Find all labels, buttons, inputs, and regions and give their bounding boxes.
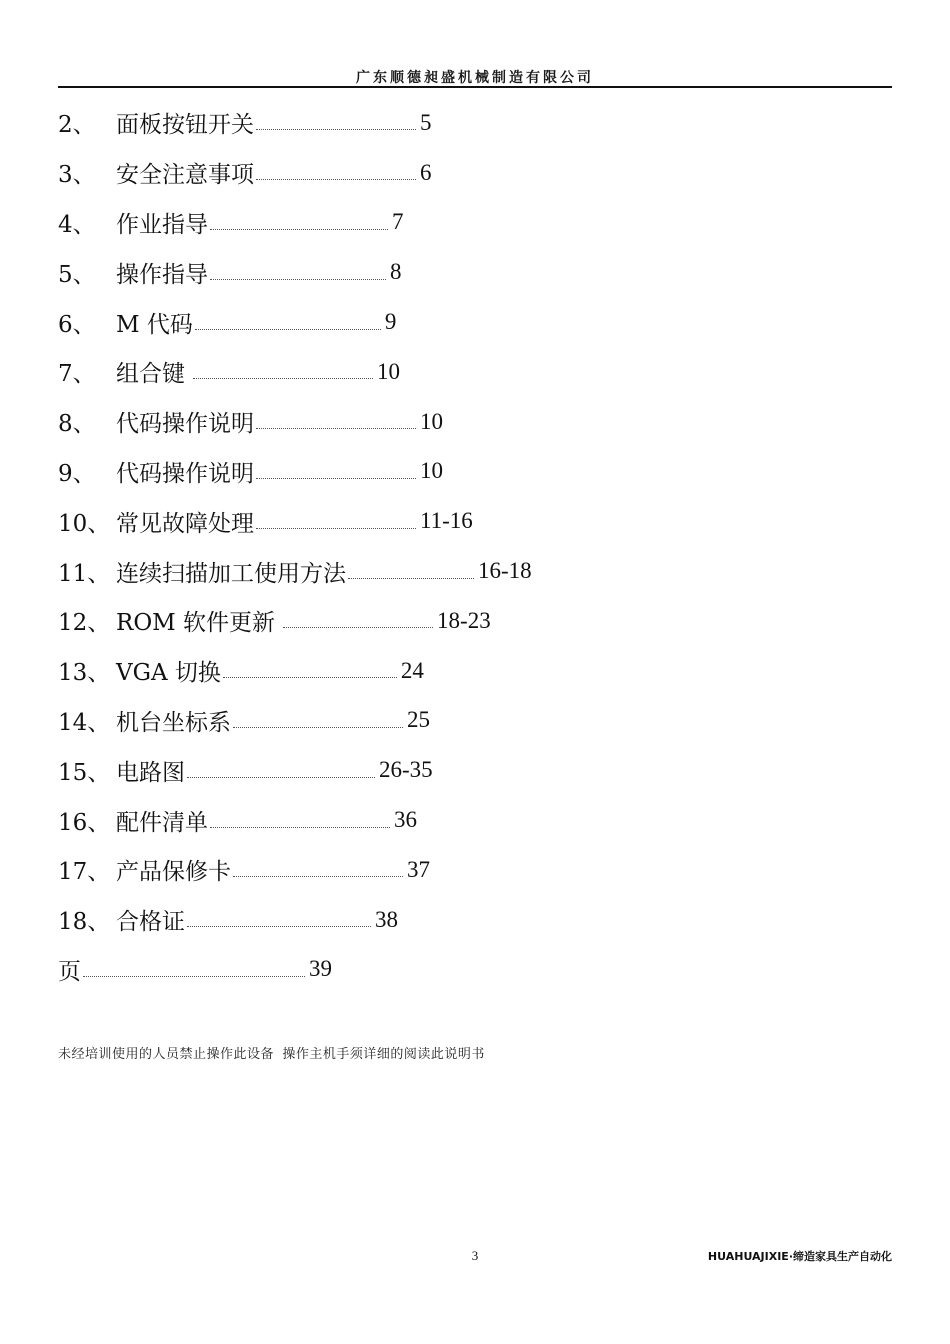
toc-entry-number: 10、 <box>58 510 111 537</box>
toc-entry-number: 14、 <box>58 709 111 736</box>
toc-entry-title: ROM 软件更新 <box>116 610 276 637</box>
toc-entry <box>58 347 892 397</box>
toc-entry-number: 18、 <box>58 909 111 936</box>
toc-entry-page: 9 <box>384 309 397 335</box>
toc-entry-page: 5 <box>420 109 432 135</box>
toc-entry-number: 8、 <box>58 411 96 438</box>
toc-entry <box>58 945 892 995</box>
toc-entry-title: 电路图 <box>116 759 185 786</box>
toc-dot-leader <box>193 378 373 379</box>
toc-entry-title: 常见故障处理 <box>116 510 254 537</box>
toc-entry <box>58 646 892 696</box>
toc-dot-leader <box>256 428 416 429</box>
toc-dot-leader <box>348 578 474 579</box>
toc-entry <box>58 397 892 447</box>
toc-entry-page: 10 <box>420 458 443 484</box>
toc-entry-page: 37 <box>407 856 430 882</box>
footer-brand: HUAHUAJIXIE·缔造家具生产自动化 <box>707 1250 892 1263</box>
toc-entry-title: 作业指导 <box>116 211 208 238</box>
toc-entry-number: 6、 <box>58 311 96 338</box>
toc-dot-leader <box>187 926 371 927</box>
toc-entry-number: 4、 <box>58 211 96 238</box>
toc-entry-title: 连续扫描加工使用方法 <box>116 560 346 587</box>
toc-dot-leader <box>256 478 416 479</box>
toc-entry-page: 36 <box>394 807 417 833</box>
toc-dot-leader <box>256 129 416 130</box>
toc-dot-leader <box>233 876 403 877</box>
toc-entry-title: 面板按钮开关 <box>116 112 254 139</box>
toc-entry-page: 24 <box>400 657 424 683</box>
toc-entry-title: 代码操作说明 <box>116 460 254 487</box>
toc-entry-title: M 代码 <box>116 311 193 338</box>
toc-entry-number: 13、 <box>58 660 111 687</box>
toc-entry <box>58 845 892 895</box>
toc-dot-leader <box>256 179 416 180</box>
toc-entry-number: 12、 <box>58 610 111 637</box>
toc-entry-number: 7、 <box>58 361 96 388</box>
toc-entry-page: 7 <box>392 209 404 235</box>
toc-entry-number: 5、 <box>58 261 96 288</box>
toc-entry-page: 25 <box>407 707 430 733</box>
toc-dot-leader <box>210 827 390 828</box>
toc-entry <box>58 745 892 795</box>
toc-entry <box>58 496 892 546</box>
page-number: 3 <box>471 1248 479 1263</box>
toc-entry-page: 38 <box>375 906 398 932</box>
toc-entry-page: 18-23 <box>437 607 491 633</box>
toc-entry <box>58 895 892 945</box>
toc-entry-title: 组合键 <box>116 361 185 388</box>
toc-entry <box>58 148 892 198</box>
toc-entry-title: 配件清单 <box>116 809 208 836</box>
toc-entry-number: 11、 <box>58 560 111 587</box>
toc-entry-page: 10 <box>377 358 400 384</box>
toc-dot-leader <box>223 677 397 678</box>
toc-entry <box>58 447 892 497</box>
toc-dot-leader <box>187 777 375 778</box>
toc-entry-page: 16-18 <box>478 558 532 584</box>
toc-entry-number: 页 <box>58 958 81 985</box>
toc-entry <box>58 98 892 148</box>
toc-entry <box>58 546 892 596</box>
toc-entry <box>58 596 892 646</box>
toc-entry-title: 机台坐标系 <box>116 709 231 736</box>
toc-dot-leader <box>233 727 403 728</box>
toc-entry-title: 代码操作说明 <box>116 411 254 438</box>
toc-entry-page: 11-16 <box>420 508 473 534</box>
toc-entry-page: 8 <box>390 259 402 285</box>
table-of-contents <box>58 98 892 994</box>
safety-warning: 未经培训使用的人员禁止操作此设备 操作主机手须详细的阅读此说明书 <box>58 1047 485 1062</box>
toc-entry-number: 15、 <box>58 759 111 786</box>
toc-dot-leader <box>283 627 433 628</box>
toc-dot-leader <box>256 528 416 529</box>
header-company-name: 广东顺德昶盛机械制造有限公司 <box>356 70 594 86</box>
toc-entry <box>58 247 892 297</box>
toc-entry-page: 39 <box>309 956 332 982</box>
toc-entry-page: 6 <box>420 159 432 185</box>
toc-entry <box>58 795 892 845</box>
toc-dot-leader <box>83 976 305 977</box>
toc-entry-number: 2、 <box>58 112 96 139</box>
toc-dot-leader <box>195 329 381 330</box>
toc-entry-title: 操作指导 <box>116 261 208 288</box>
toc-entry-page: 10 <box>420 408 443 434</box>
toc-entry-title: 产品保修卡 <box>116 859 231 886</box>
toc-entry <box>58 297 892 347</box>
toc-entry-title: 安全注意事项 <box>116 162 254 189</box>
toc-entry-title: 合格证 <box>116 909 185 936</box>
toc-entry-number: 9、 <box>58 460 96 487</box>
toc-entry <box>58 198 892 248</box>
toc-entry-page: 26-35 <box>379 757 433 783</box>
toc-entry <box>58 696 892 746</box>
toc-entry-number: 16、 <box>58 809 111 836</box>
toc-dot-leader <box>210 279 386 280</box>
header-divider <box>58 86 892 88</box>
toc-dot-leader <box>210 229 388 230</box>
toc-entry-number: 3、 <box>58 162 96 189</box>
toc-entry-number: 17、 <box>58 859 111 886</box>
toc-entry-title: VGA 切换 <box>116 660 221 687</box>
